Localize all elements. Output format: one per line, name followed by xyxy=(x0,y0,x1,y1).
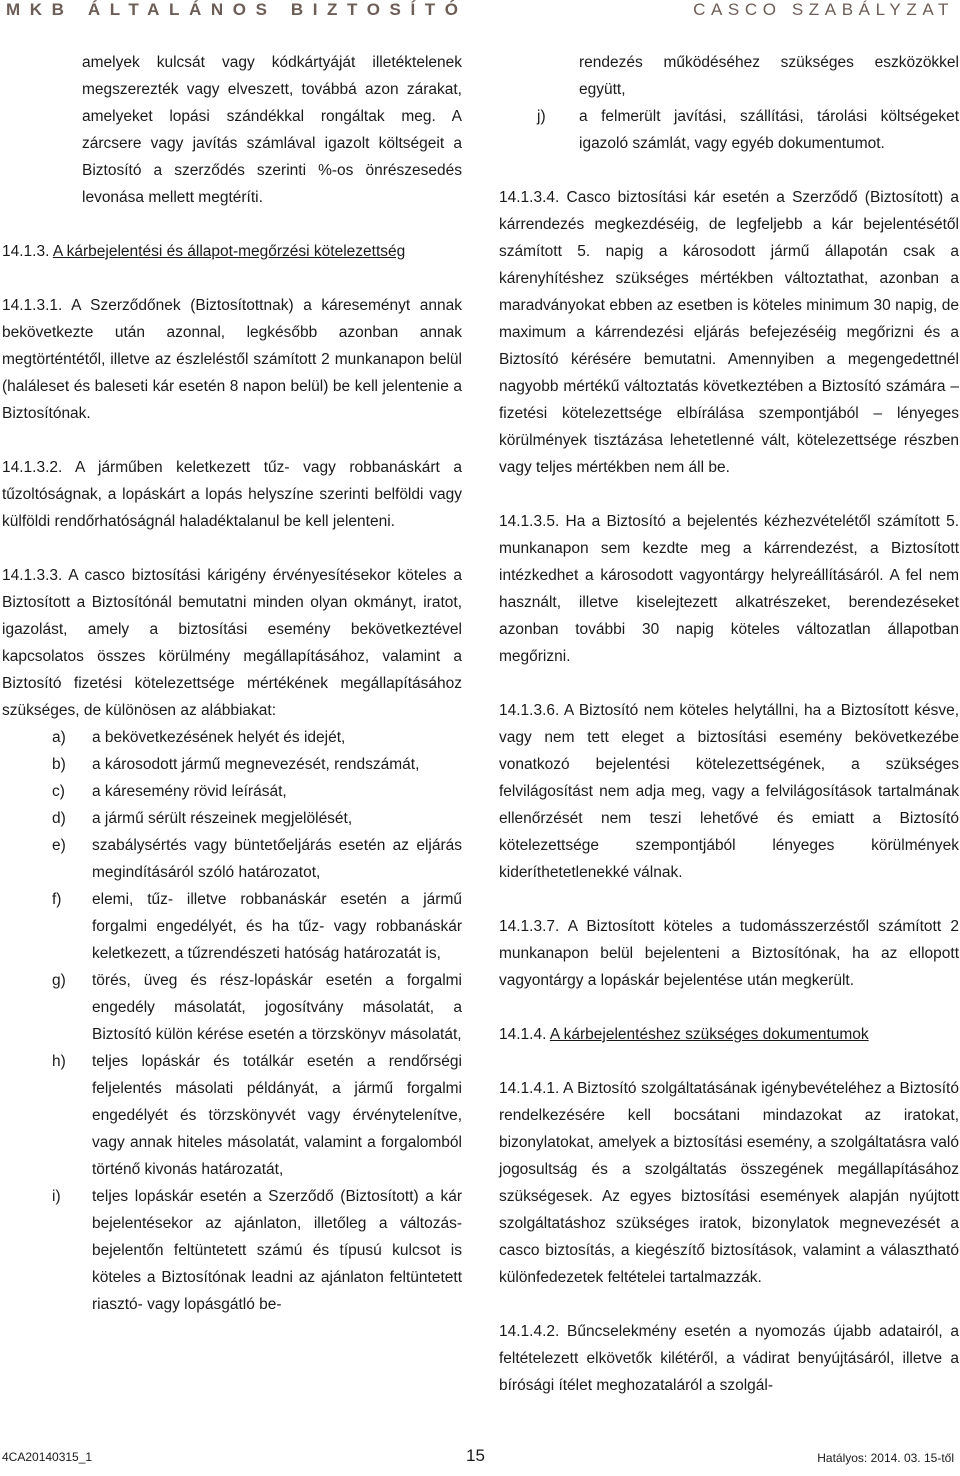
list-label: f) xyxy=(52,891,62,908)
paragraph-14-1-3-2: 14.1.3.2. A járműben keletkezett tűz- vagy robbanáskárt a tűzoltóságnak, a lopáskárt a lopás helyszíne szerinti belföldi vagy külföldi rendőrhatóságnál haladéktalanul be kell jelenteni. xyxy=(2,459,462,530)
list-label: j) xyxy=(537,108,546,125)
list-label: d) xyxy=(52,810,66,827)
list-label: b) xyxy=(52,756,66,773)
list-item-h xyxy=(2,1048,462,1183)
paragraph-14-1-4-1: 14.1.4.1. A Biztosító szolgáltatásának igénybevételéhez a Biztosító rendelkezésére kell bocsátani mindazokat az iratokat, bizonylatokat, amelyek a biztosítási esemény, a szolgáltatásra való jogosultság és a szolgáltatás összegének megállapításához szükségesek. Az egyes biztosítási események alapján nyújtott szolgáltatáshoz szükséges iratok, bizonylatok megnevezését a casco biztosítás, a kiegészítő biztosítások, valamint a választható különfedezetek feltételei tartalmazzák. xyxy=(499,1080,959,1286)
footer-validity: Hatályos: 2014. 03. 15-től xyxy=(817,1451,954,1465)
paragraph-14-1-3-1: 14.1.3.1. A Szerződőnek (Biztosítottnak) a káreseményt annak bekövetkezte után azonnal, legkésőbb azonban annak megtörténtétől, illetve az észleléstől számított 2 munkanapon belül (haláleset és baleseti kár esetén 8 napon belül) be kell jelentenie a Biztosítónak. xyxy=(2,297,462,422)
paragraph-14-1-3-6: 14.1.3.6. A Biztosító nem köteles helytállni, ha a Biztosított késve, vagy nem tett eleget a biztosítási esemény bekövetkezébe vonatkozó bejelentési kötelezettségének, a szükséges felvilágosítást nem adja meg, vagy a felvilágosítások tartalmának ellenőrzését nem teszi lehetővé és emiatt a Biztosító kötelezettsége szempontjából lényeges körülmények kideríthetetlenekké válnak. xyxy=(499,702,959,881)
list-label: a) xyxy=(52,729,66,746)
list-item-i xyxy=(2,1183,462,1318)
footer-page-number: 15 xyxy=(466,1446,485,1465)
list-text: a bekövetkezésének helyét és idejét, xyxy=(92,729,346,746)
left-column xyxy=(2,49,462,1318)
paragraph-14-1-3-3: 14.1.3.3. A casco biztosítási kárigény érvényesítésekor köteles a Biztosított a Biztosítónál bemutatni minden olyan okmányt, iratot, igazolást, amely a biztosítási esemény bekövetkeztével kapcsolatos összes körülmény megállapításához, valamint a Biztosító fizetési kötelezettsége mértékének megállapításához szükséges, de különösen az alábbiakat: xyxy=(2,567,462,719)
list-item-f xyxy=(2,886,462,967)
list-text: teljes lopáskár esetén a Szerződő (Biztosított) a kár bejelentésekor az ajánlaton, illetőleg a változás-bejelentőn feltüntetett számú és típusú kulcsot is köteles a Biztosítónak leadni az ajánlaton feltüntetett riasztó- vagy lopásgátló be- xyxy=(92,1188,462,1313)
right-column xyxy=(499,49,959,1399)
intro-paragraph: amelyek kulcsát vagy kódkártyáját illetéktelenek megszerezték vagy elveszett, továbbá azon zárakat, amelyeket lopási szándékkal rongáltak meg. A zárcsere vagy javítás számlával igazolt költségeit a Biztosító a szerződés szerinti %-os önrészesedés levonása mellett megtéríti. xyxy=(82,54,462,206)
paragraph-14-1-4-2: 14.1.4.2. Bűncselekmény esetén a nyomozás újabb adatairól, a feltételezett elkövetők kilétéről, a vádirat benyújtásáról, illetve a bírósági ítélet meghozataláról a szolgál- xyxy=(499,1323,959,1394)
section-number: 14.1.3. xyxy=(2,243,50,260)
list-text: a károsodott jármű megnevezését, rendszámát, xyxy=(92,756,420,773)
list-text: a jármű sérült részeinek megjelölését, xyxy=(92,810,353,827)
paragraph-14-1-3-4: 14.1.3.4. Casco biztosítási kár esetén a Szerződő (Biztosított) a kárrendezés megkezdéséig, de legfeljebb a kár bejelentésétől számított 5. napig a károsodott jármű állapotán csak a kárenyhítéshez szükséges mértékben változtathat, azonban a maradványokat ebben az esetben is köteles minimum 30 napig, de maximum a kárrendezési eljárás befejezéséig megőrizni és a Biztosító kérésére bemutatni. Amennyiben a megengedettnél nagyobb mértékű változtatás következtében a Biztosító számára – fizetési kötelezettsége elbírálása szempontjából – lényeges körülmények tisztázása lehetetlenné vált, kötelezettsége részben vagy teljes mértékben nem áll be. xyxy=(499,189,959,476)
list-label: i) xyxy=(52,1188,61,1205)
list-item-d xyxy=(2,805,462,832)
header-company: MKB ÁLTALÁNOS BIZTOSÍTÓ xyxy=(6,0,468,19)
list-item-j xyxy=(499,103,959,157)
header-doc-title: CASCO SZABÁLYZAT xyxy=(693,0,954,19)
footer-document-code: 4CA20140315_1 xyxy=(2,1450,93,1464)
paragraph-14-1-3-5: 14.1.3.5. Ha a Biztosító a bejelentés kézhezvételétől számított 5. munkanapon sem kezdte meg a kárrendezést, a Biztosított intézkedhet a károsodott vagyontárgy helyreállításáról. A fel nem használt, illetve kiselejtezett alkatrészeket, berendezéseket azonban további 30 napig köteles változatlan állapotban megőrizni. xyxy=(499,513,959,665)
section-number: 14.1.4. xyxy=(499,1026,547,1043)
list-label: g) xyxy=(52,972,66,989)
list-item-i-continued: rendezés működéséhez szükséges eszközökkel együtt, xyxy=(579,54,959,98)
list-item-g xyxy=(2,967,462,1048)
list-text: szabálysértés vagy büntetőeljárás esetén az eljárás megindításáról szóló határozatot, xyxy=(92,837,462,881)
section-title: A kárbejelentéshez szükséges dokumentumok xyxy=(549,1026,869,1043)
list-item-a xyxy=(2,724,462,751)
section-heading-14-1-4 xyxy=(499,1021,959,1048)
list-label: c) xyxy=(52,783,65,800)
list-text: a felmerült javítási, szállítási, tárolási költségeket igazoló számlát, vagy egyéb dokumentumot. xyxy=(579,108,959,152)
list-text: törés, üveg és rész-lopáskár esetén a forgalmi engedély másolatát, jogosítvány másolatát, a Biztosító külön kérése esetén a törzskönyv másolatát, xyxy=(92,972,462,1043)
list-text: a káresemény rövid leírását, xyxy=(92,783,287,800)
list-text: elemi, tűz- illetve robbanáskár esetén a jármű forgalmi engedélyét, és ha tűz- vagy robbanáskár keletkezett, a tűzrendészeti hatóság határozatát is, xyxy=(92,891,462,962)
list-text: teljes lopáskár és totálkár esetén a rendőrségi feljelentés másolati példányát, a jármű forgalmi engedélyét és törzskönyvét vagy érvénytelenítve, vagy annak hiteles másolatát, valamint a forgalomból történő kivonás határozatát, xyxy=(92,1053,462,1178)
section-heading-14-1-3 xyxy=(2,238,462,265)
list-label: e) xyxy=(52,837,66,854)
paragraph-14-1-3-7: 14.1.3.7. A Biztosított köteles a tudomásszerzéstől számított 2 munkanapon belül bejelenteni a Biztosítónak, ha az ellopott vagyontárgy a lopáskár bejelentése után megkerült. xyxy=(499,918,959,989)
list-item-c xyxy=(2,778,462,805)
list-label: h) xyxy=(52,1053,66,1070)
list-item-e xyxy=(2,832,462,886)
list-item-b xyxy=(2,751,462,778)
document-list xyxy=(2,724,462,1318)
section-title: A kárbejelentési és állapot-megőrzési kötelezettség xyxy=(52,243,406,260)
